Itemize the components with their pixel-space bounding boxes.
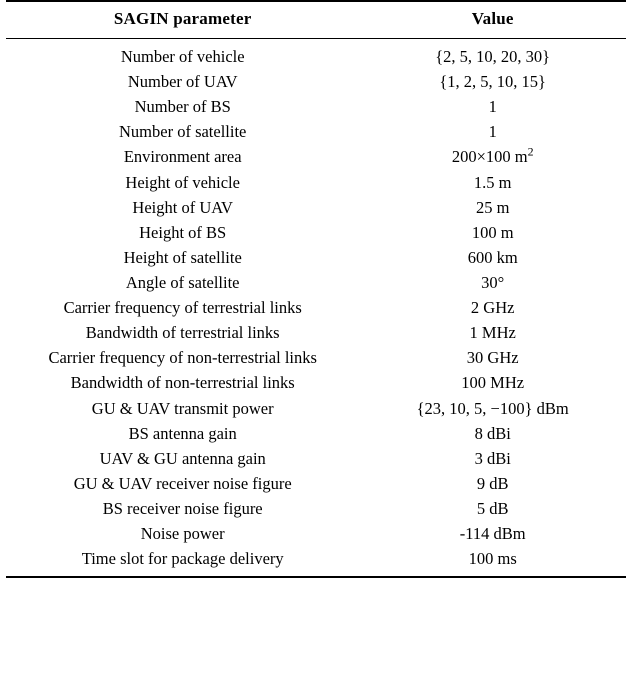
table-row [6,320,626,345]
table-row [6,144,626,169]
parameter-cell: Carrier frequency of terrestrial links [63,298,302,318]
parameter-cell: Height of UAV [132,197,233,217]
parameter-cell: Height of BS [139,222,227,242]
value-cell: 100 m [471,222,514,242]
column-header-parameter: SAGIN parameter [113,9,252,28]
table-header-row [6,1,626,39]
table-row [6,521,626,546]
table-row [6,496,626,521]
table-body [6,39,626,578]
parameter-cell: Bandwidth of terrestrial links [85,323,280,343]
table-row [6,471,626,496]
parameter-cell: BS receiver noise figure [102,498,263,518]
value-cell: 30 GHz [466,348,519,368]
table-row [6,220,626,245]
column-header-value: Value [471,9,514,28]
value-cell: 1 MHz [469,323,516,343]
parameter-cell: Number of satellite [119,122,247,142]
value-cell: 2 GHz [470,298,515,318]
parameter-cell: Number of BS [134,97,231,117]
value-cell: 200×100 $m^2$ [451,144,534,167]
value-cell: 100 ms [468,549,517,569]
parameter-cell: Carrier frequency of non-terrestrial links [48,348,317,368]
table-row [6,119,626,144]
table-row [6,94,626,119]
parameter-cell: Bandwidth of non-terrestrial links [70,373,295,393]
value-cell: 1 [488,122,497,142]
table-row [6,245,626,270]
parameter-cell: Height of satellite [123,247,242,267]
parameter-cell: Number of vehicle [120,47,245,66]
parameter-cell: BS antenna gain [128,423,237,443]
value-cell: {2, 5, 10, 20, 30} [435,47,551,66]
table-row [6,39,626,70]
table-row [6,345,626,370]
parameter-cell: Environment area [123,147,242,167]
table-row [6,446,626,471]
value-cell: 30° [481,272,505,292]
value-cell: {1, 2, 5, 10, 15} [439,72,546,92]
parameter-cell: Angle of satellite [125,272,240,292]
value-cell: 8 dBi [474,423,511,443]
table-row [6,396,626,421]
table-row [6,370,626,395]
value-cell: {23, 10, 5, −100} dBm [416,398,569,418]
table-row [6,295,626,320]
parameter-cell: UAV & GU antenna gain [99,448,266,468]
sagin-parameter-table [6,0,626,578]
value-cell: 100 MHz [461,373,525,393]
value-cell: 9 dB [476,473,509,493]
value-cell: 1.5 m [473,172,512,192]
value-cell: 25 m [475,197,510,217]
table-row [6,421,626,446]
table-row [6,546,626,577]
parameter-cell: Noise power [140,524,225,544]
parameter-cell: Height of vehicle [125,172,240,192]
value-cell: 1 [488,97,497,117]
table-row [6,170,626,195]
table-row [6,270,626,295]
parameter-cell: GU & UAV transmit power [91,398,274,418]
parameter-cell: Number of UAV [127,72,238,92]
value-cell: 3 dBi [474,448,511,468]
value-cell: -114 dBm [459,524,526,544]
parameter-cell: Time slot for package delivery [81,549,284,569]
table-row [6,195,626,220]
parameter-cell: GU & UAV receiver noise figure [73,473,292,493]
table-row [6,69,626,94]
table-header [6,1,626,39]
value-cell: 600 km [467,247,518,267]
value-cell: 5 dB [476,498,509,518]
